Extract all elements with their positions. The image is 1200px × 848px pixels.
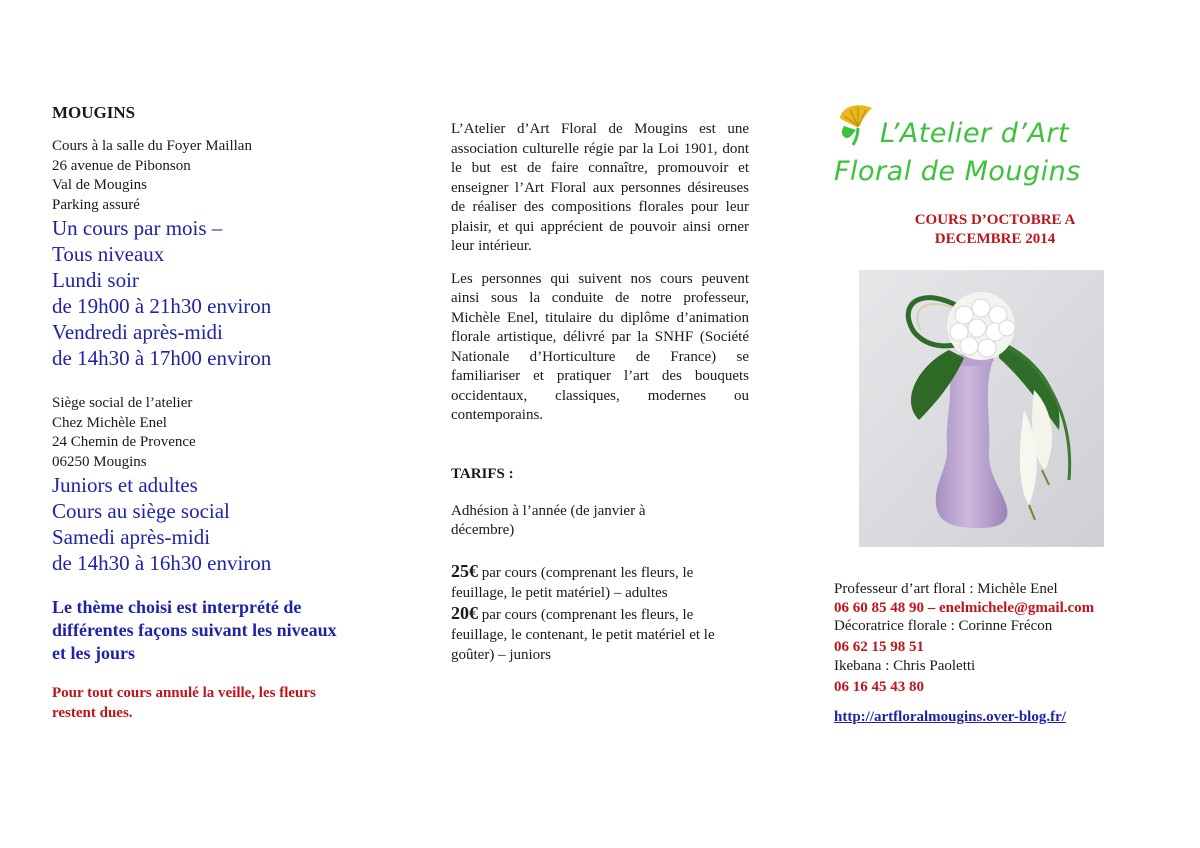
address-line: Cours à la salle du Foyer Maillan [52,138,252,154]
schedule-block-1 [52,215,352,371]
price-juniors-amount: 20€ [451,602,478,623]
schedule-line: Vendredi après-midi [52,320,223,344]
teacher-contact[interactable]: 06 60 85 48 90 – enelmichele@gmail.com [834,599,1095,616]
blog-link[interactable]: http://artfloralmougins.over-blog.fr/ [834,709,1066,725]
schedule-line: de 14h30 à 16h30 environ [52,551,272,575]
schedule-line: Lundi soir [52,268,139,292]
teacher-label: Professeur d’art floral : Michèle Enel [834,581,1058,597]
tarifs-heading: TARIFS : [451,465,514,482]
intro-paragraph-1: L’Atelier d’Art Floral de Mougins est une association culturelle régie par la Loi 1901, dont le but est de faire connaître, promouvoir et enseigner l’Art Floral aux personnes désireuses de réaliser des compositions florales pour leur plaisir, et qui apprécient de pouvoir ainsi orner leur intérieur. [451,121,749,254]
courses-period-line-2: DECEMBRE 2014 [934,231,1056,247]
adhesion-text: Adhésion à l’année (de janvier à décembre) [451,502,646,538]
hq-line: Siège social de l’atelier [52,395,193,411]
schedule-line: Juniors et adultes [52,473,198,497]
price-juniors [451,603,736,665]
title-line-1: L’Atelier d’Art [880,118,1070,149]
ikebana-label: Ikebana : Chris Paoletti [834,658,976,674]
intro-paragraph-2: Les personnes qui suivent nos cours peuvent ainsi sous la conduite de notre professeur, Michèle Enel, titulaire du diplôme d’animation florale artistique, délivré par la SNHF (Société Nationale d’Horticulture de France) se familiariser et pratiquer l’art des bouquets occidentaux, classiques, modernes ou contemporains. [451,270,749,423]
courses-period [870,211,1120,249]
headquarters-address [52,394,352,472]
theme-note: Le thème choisi est interprété de différentes façons suivant les niveaux et les jours [52,597,337,663]
price-juniors-desc: par cours (comprenant les fleurs, le feuillage, le contenant, le petit matériel et le goûter) – juniors [451,606,715,663]
address-line: Parking assuré [52,196,140,213]
schedule-line: Samedi après-midi [52,525,211,549]
middle-column [451,120,749,665]
schedule-line: Un cours par mois – [52,216,223,240]
left-column [52,103,352,723]
title-line-2: Floral de Mougins [834,156,1081,187]
schedule-line: de 14h30 à 17h00 environ [52,346,272,370]
schedule-line: Cours au siège social [52,499,230,523]
hq-line: 06250 Mougins [52,453,147,470]
hq-line: Chez Michèle Enel [52,414,167,431]
course-address [52,137,352,215]
ginkgo-leaf-logo [836,102,878,146]
price-adults-desc: par cours (comprenant les fleurs, le feuillage, le petit matériel) – adultes [451,564,694,601]
ikebana-phone: 06 16 45 43 80 [834,678,924,695]
cancellation-note: Pour tout cours annulé la veille, les fleurs restent dues. [52,685,316,721]
courses-period-line-1: COURS D’OCTOBRE A [914,212,1076,228]
floral-arrangement-photo [859,270,1104,547]
schedule-line: Tous niveaux [52,242,165,266]
intro-text [451,120,749,426]
address-line: 26 avenue de Pibonson [52,157,191,174]
price-adults [451,561,731,603]
brand-header [834,102,1184,192]
town-heading: MOUGINS [52,103,136,122]
contacts-block [834,580,1174,696]
schedule-line: de 19h00 à 21h30 environ [52,294,272,318]
decorator-label: Décoratrice florale : Corinne Frécon [834,618,1053,634]
address-line: Val de Mougins [52,177,147,193]
price-adults-amount: 25€ [451,560,478,581]
decorator-phone: 06 62 15 98 51 [834,638,924,655]
hq-line: 24 Chemin de Provence [52,434,196,450]
schedule-block-2 [52,472,352,576]
